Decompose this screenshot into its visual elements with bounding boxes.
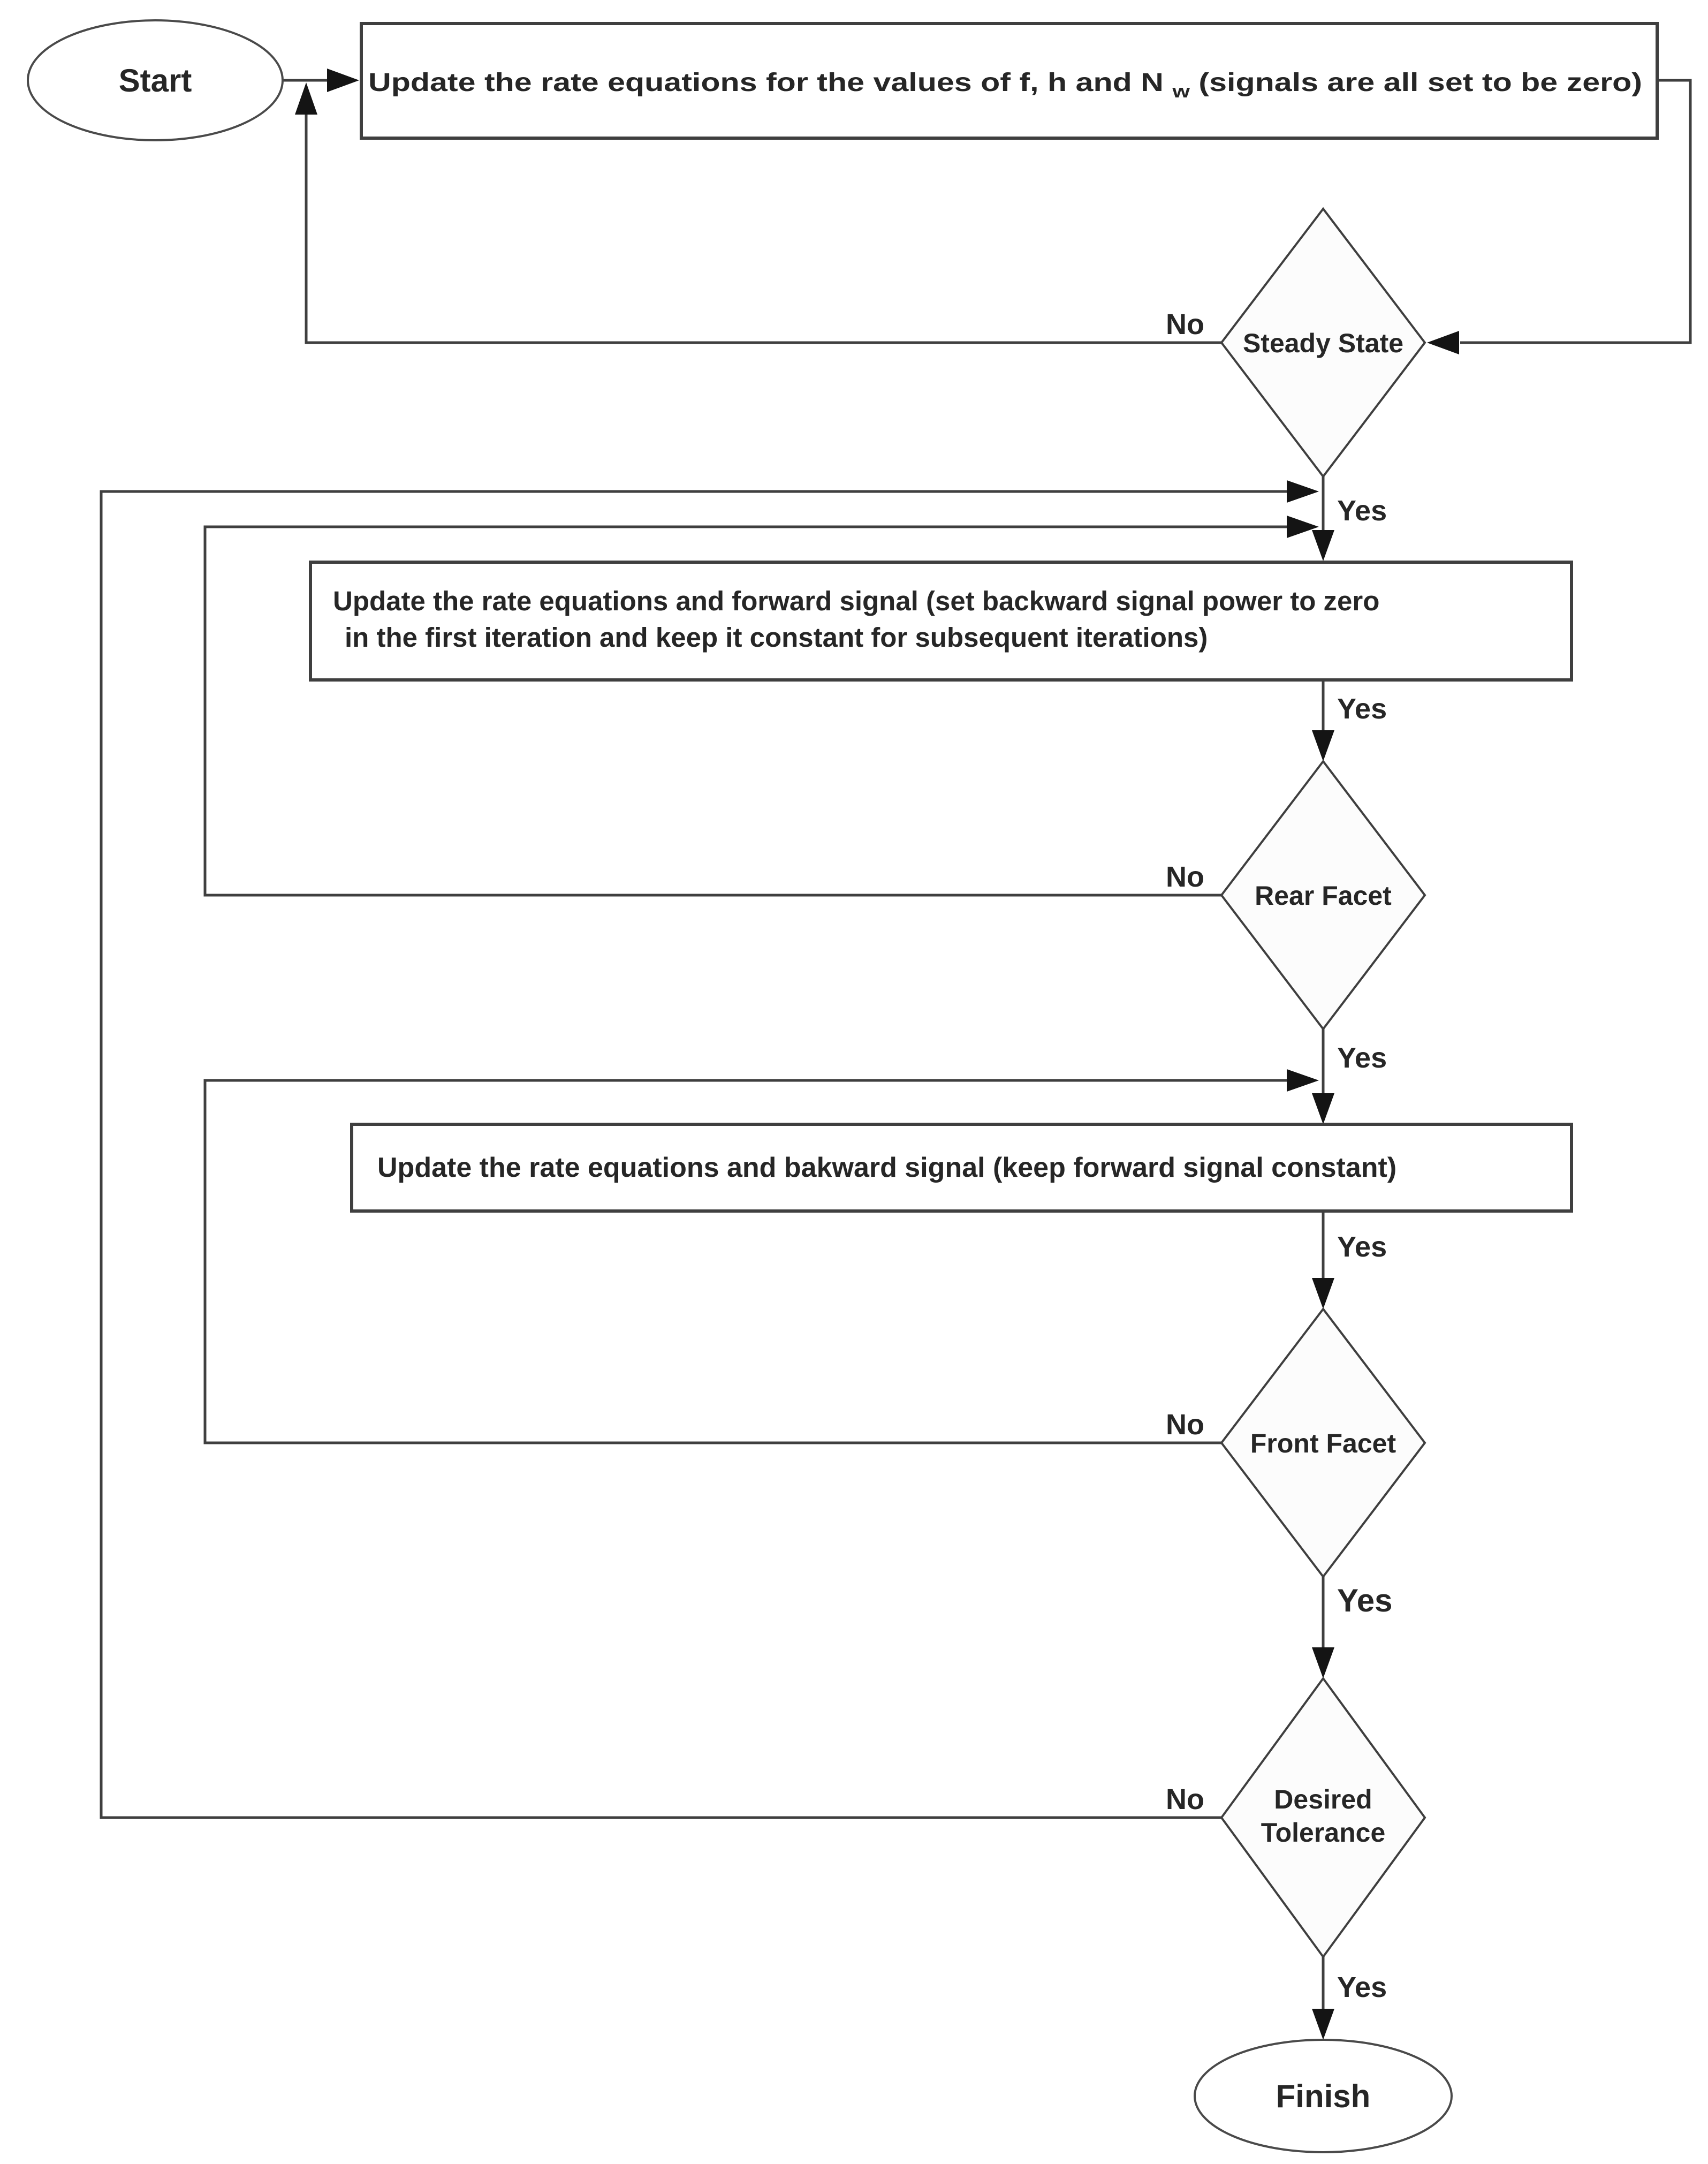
node-front-facet [1221,1309,1425,1577]
edge-label-yes: Yes [1337,693,1387,725]
edge-label-yes: Yes [1337,1583,1393,1618]
process-label: Update the rate equations and bakward signal (keep forward signal constant) [377,1152,1397,1183]
process-label-subscript: w [1172,81,1187,102]
edge-label-no: No [1166,861,1204,893]
arrowhead-right-icon [1287,480,1319,503]
arrowhead-down-icon [1312,730,1334,761]
arrowhead-right-icon [1287,1069,1319,1092]
node-desired-tolerance [1221,1678,1425,1957]
edge-update-forward-yes [1312,680,1387,761]
edge-update-backward-yes [1312,1211,1387,1309]
node-update-forward [310,562,1572,680]
arrowhead-down-icon [1312,2009,1334,2040]
decision-label-line1: Desired [1274,1784,1372,1814]
edge-label-no: No [1166,308,1204,341]
process-label-tail: (signals are all set to be zero) [1198,69,1559,97]
edge-label-yes: Yes [1337,1971,1387,2003]
process-box [310,562,1572,680]
edge-label-yes: Yes [1337,1231,1387,1263]
edge-desired-tolerance-yes [1312,1957,1387,2040]
arrowhead-right-icon [327,69,359,92]
node-update-backward [352,1124,1572,1211]
edge-rear-facet-yes [1312,1029,1387,1124]
arrowhead-left-icon [1427,331,1459,354]
nodes-layer [28,20,1657,2152]
decision-label-line2: Tolerance [1261,1818,1386,1848]
edge-start-to-update-initial [283,69,359,92]
decision-label: Steady State [1242,328,1404,358]
edge-label-yes: Yes [1337,495,1387,527]
edge-label-no: No [1166,1409,1204,1441]
process-label-line1: Update the rate equations and forward signal (set backward signal power to zero [333,586,1380,616]
decision-label: Front Facet [1250,1428,1396,1458]
edge-front-facet-yes [1312,1577,1392,1678]
node-update-initial [361,24,1657,138]
edge-line [306,115,1221,343]
process-label-main: Update the rate equations for the values of f, h and N [368,69,1014,97]
edge-label-no: No [1166,1783,1204,1815]
start-label: Start [118,63,192,99]
node-finish [1195,2040,1452,2152]
node-start [28,20,283,140]
edge-steady-state-yes [1312,476,1387,561]
node-steady-state [1221,209,1425,476]
arrowhead-down-icon [1312,530,1334,561]
arrowhead-down-icon [1312,1093,1334,1124]
decision-label: Rear Facet [1255,881,1392,911]
arrowhead-down-icon [1312,1278,1334,1309]
arrowhead-up-icon [295,82,317,115]
edges-layer [101,69,1690,2040]
process-label-line2: in the first iteration and keep it constant for subsequent iterations) [345,622,1208,653]
edge-label-yes: Yes [1337,1042,1387,1074]
arrowhead-down-icon [1312,1647,1334,1678]
finish-label: Finish [1276,2078,1371,2114]
node-rear-facet [1221,761,1425,1029]
